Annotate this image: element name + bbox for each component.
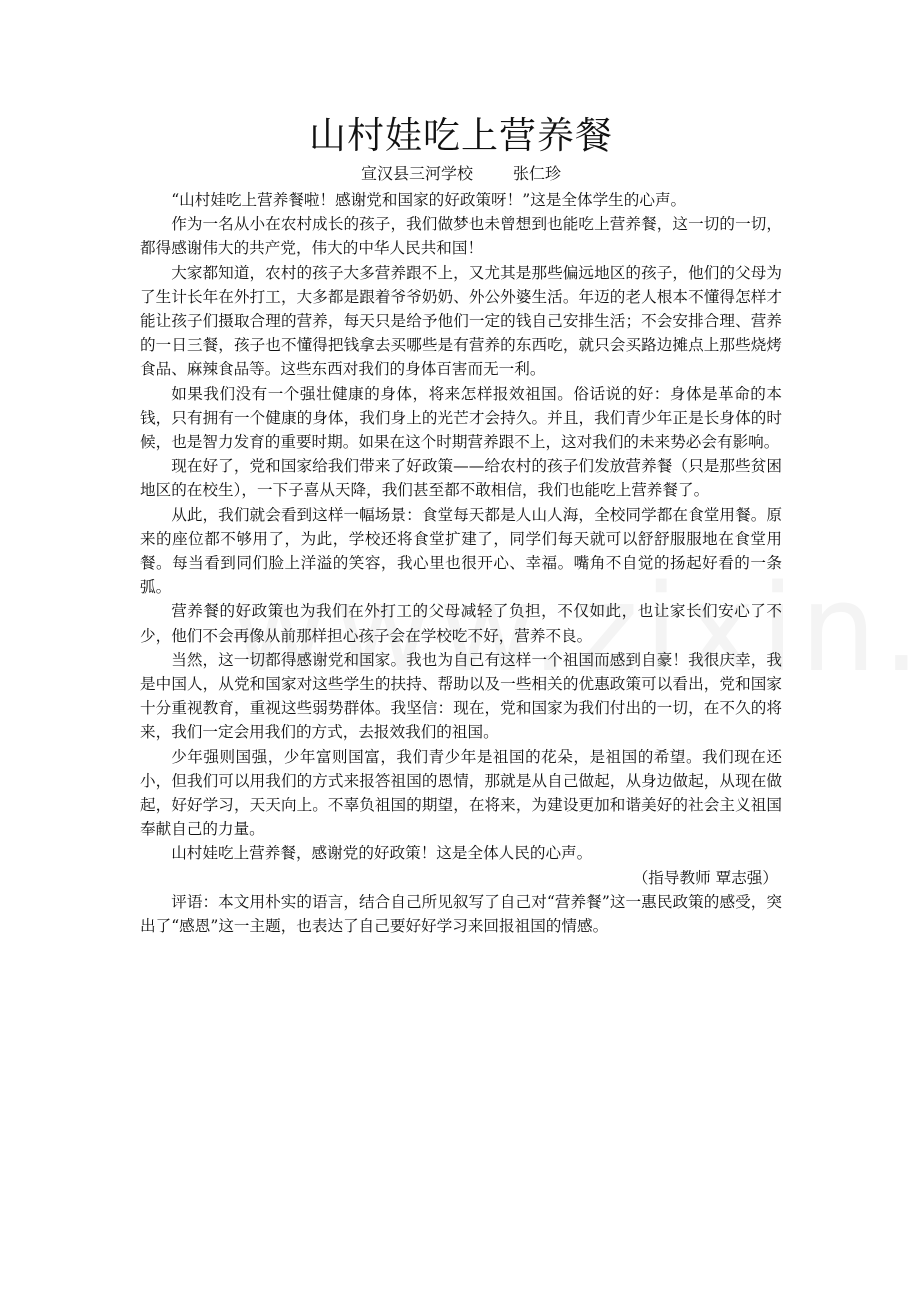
paragraph-6: 从此，我们就会看到这样一幅场景：食堂每天都是人山人海，全校同学都在食堂用餐。原来的座位都不够用了，为此，学校还将食堂扩建了，同学们每天就可以舒舒服服地在食堂用餐。每当看到同们脸上洋溢的笑容，我心里也很开心、幸福。嘴角不自觉的扬起好看的一条弧。 <box>140 505 782 597</box>
paragraph-10: 山村娃吃上营养餐，感谢党的好政策！这是全体人民的心声。 <box>171 844 593 863</box>
paragraph-7: 营养餐的好政策也为我们在外打工的父母减轻了负担，不仅如此，也让家长们安心了不少，他们不会再像从前那样担心孩子会在学校吃不好，营养不良。 <box>140 602 782 645</box>
advisor-signoff: （指导教师 覃志强） <box>632 868 778 887</box>
paragraph-9: 少年强则国强，少年富则国富，我们青少年是祖国的花朵，是祖国的希望。我们现在还小，但我们可以用我们的方式来报答祖国的恩情，那就是从自己做起，从身边做起，从现在做起，好好学习，天天向上。不辜负祖国的期望，在将来，为建设更加和谐美好的社会主义祖国奉献自己的力量。 <box>140 747 782 839</box>
paragraph-1: “山村娃吃上营养餐啦！感谢党和国家的好政策呀！”这是全体学生的心声。 <box>171 191 687 209</box>
paragraph-2: 作为一名从小在农村成长的孩子，我们做梦也未曾想到也能吃上营养餐，这一切的一切，都得感谢伟大的共产党，伟大的中华人民共和国！ <box>140 215 782 258</box>
paragraph-3: 大家都知道，农村的孩子大多营养跟不上，又尤其是那些偏远地区的孩子，他们的父母为了生计长年在外打工，大多都是跟着爷爷奶奶、外公外婆生活。年迈的老人根本不懂得怎样才能让孩子们摄取合理的营养，每天只是给予他们一定的钱自己安排生活；不会安排合理、营养的一日三餐，孩子也不懂得把钱拿去买哪些是有营养的东西吃，就只会买路边摊点上那些烧烤食品、麻辣食品等。这些东西对我们的身体百害而无一利。 <box>140 263 782 379</box>
article-byline <box>140 162 782 186</box>
article-title: 山村娃吃上营养餐 <box>309 114 613 157</box>
article <box>140 110 782 938</box>
author-school: 宣汉县三河学校 <box>360 164 473 183</box>
author-name: 张仁珍 <box>513 164 562 183</box>
paragraph-5: 现在好了，党和国家给我们带来了好政策——给农村的孩子们发放营养餐（只是那些贫困地区的在校生），一下子喜从天降，我们甚至都不敢相信，我们也能吃上营养餐了。 <box>140 457 782 500</box>
teacher-comment: 评语：本文用朴实的语言，结合自己所见叙写了自己对“营养餐”这一惠民政策的感受，突出了“感恩”这一主题，也表达了自己要好好学习来回报祖国的情感。 <box>140 892 782 936</box>
paragraph-4: 如果我们没有一个强壮健康的身体，将来怎样报效祖国。俗话说的好：身体是革命的本钱，只有拥有一个健康的身体，我们身上的光芒才会持久。并且，我们青少年正是长身体的时候，也是智力发育的重要时期。如果在这个时期营养跟不上，这对我们的未来势必会有影响。 <box>140 384 782 452</box>
paragraph-8: 当然，这一切都得感谢党和国家。我也为自己有这样一个祖国而感到自豪！我很庆幸，我是中国人，从党和国家对这些学生的扶持、帮助以及一些相关的优惠政策可以看出，党和国家十分重视教育，重视这些弱势群体。我坚信：现在，党和国家为我们付出的一切，在不久的将来，我们一定会用我们的方式，去报效我们的祖国。 <box>140 650 782 742</box>
